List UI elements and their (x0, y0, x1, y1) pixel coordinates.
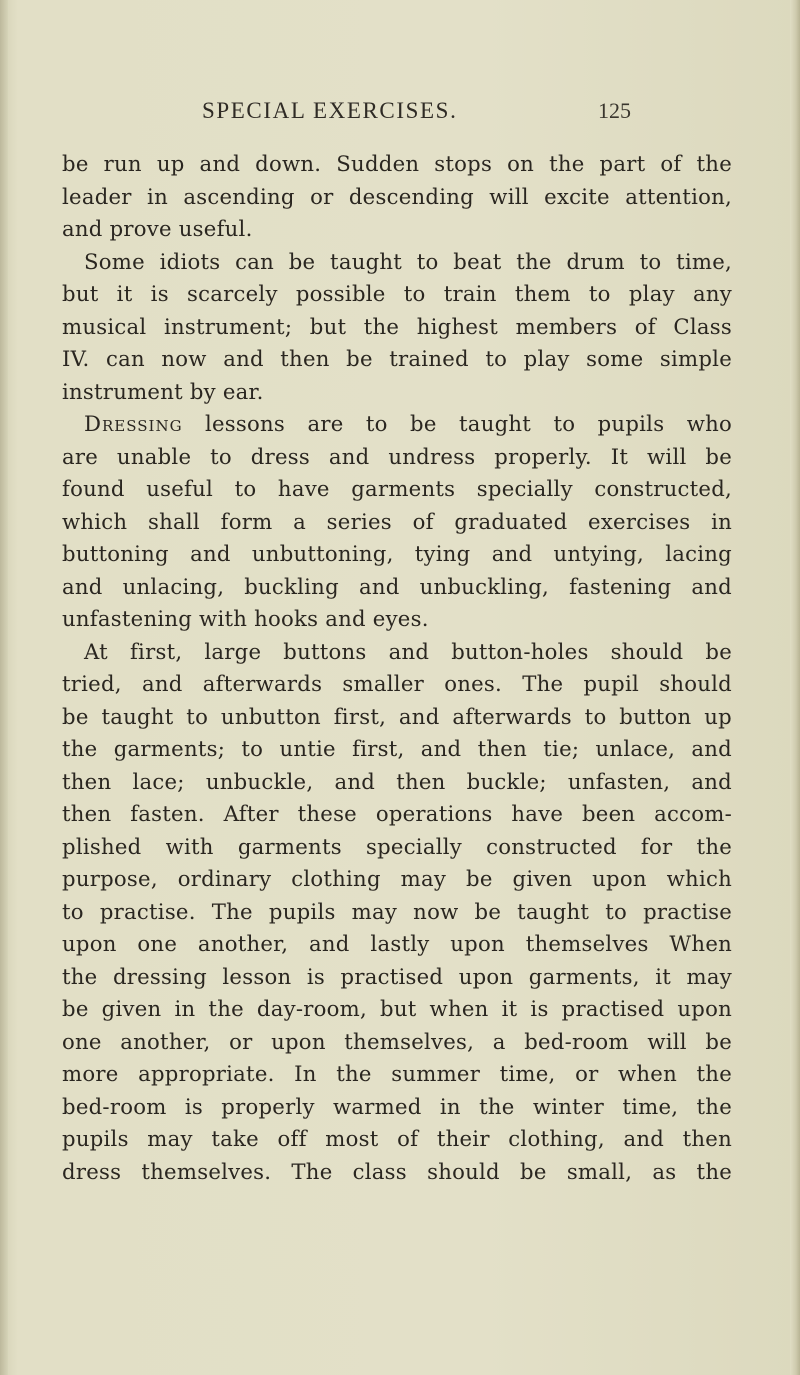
text-line: tried, and afterwards smaller ones. The pupil should (62, 671, 732, 696)
text-line: but it is scarcely possible to train them to play any (62, 281, 732, 306)
text-line: the dressing lesson is practised upon garments, it may (62, 963, 732, 989)
text-line: found useful to have garments specially constructed, (62, 476, 732, 501)
text-line: one another, or upon themselves, a bed-room will be (62, 1028, 732, 1054)
text-line: be given in the day-room, but when it is practised upon (62, 996, 732, 1021)
page-gutter-shadow (0, 0, 8, 1375)
text-line: more appropriate. In the summer time, or when the (62, 1061, 732, 1086)
text-line: then fasten. After these operations have been accom- (62, 801, 732, 826)
text-line: instrument by ear. (62, 378, 264, 404)
text-line: IV. can now and then be trained to play some simple (62, 346, 732, 371)
page-edge-shadow (790, 0, 800, 1375)
text-line: be run up and down. Sudden stops on the part of the (62, 151, 732, 176)
paragraph-start-line: Some idiots can be taught to beat the drum to time, (84, 248, 732, 274)
text-line: the garments; to untie first, and then tie; unlace, and (62, 736, 732, 761)
text-line: dress themselves. The class should be small, as the (62, 1158, 732, 1184)
dressing-heading: Dressing (84, 411, 183, 436)
paragraph-start-line (62, 408, 732, 441)
text-line: musical instrument; but the highest members of Class (62, 313, 732, 339)
text-line: purpose, ordinary clothing may be given upon which (62, 866, 732, 891)
text-line: be taught to unbutton first, and afterwards to button up (62, 703, 732, 729)
text-line: are unable to dress and undress properly. It will be (62, 443, 732, 469)
text-line: unfastening with hooks and eyes. (62, 606, 429, 631)
text-line-remainder: lessons are to be taught to pupils who (204, 411, 732, 436)
body-text (62, 148, 732, 1188)
text-line: which shall form a series of graduated exercises in (62, 508, 732, 534)
text-line: upon one another, and lastly upon themselves When (62, 931, 732, 956)
paragraph-start-line: At first, large buttons and button-holes should be (84, 638, 732, 664)
page-number: 125 (598, 98, 631, 123)
text-line: then lace; unbuckle, and then buckle; unfasten, and (62, 768, 732, 794)
text-line: bed-room is properly warmed in the winter time, the (62, 1093, 732, 1119)
text-line: leader in ascending or descending will excite attention, (62, 183, 732, 209)
text-line: buttoning and unbuttoning, tying and untying, lacing (62, 541, 732, 566)
text-line: and prove useful. (62, 216, 253, 241)
text-line: pupils may take off most of their clothing, and then (62, 1126, 732, 1151)
text-line: plished with garments specially constructed for the (62, 833, 732, 859)
text-line: and unlacing, buckling and unbuckling, fastening and (62, 573, 732, 599)
text-line: to practise. The pupils may now be taught to practise (62, 898, 732, 924)
running-head: SPECIAL EXERCISES. (202, 98, 458, 123)
page-header (0, 90, 800, 130)
